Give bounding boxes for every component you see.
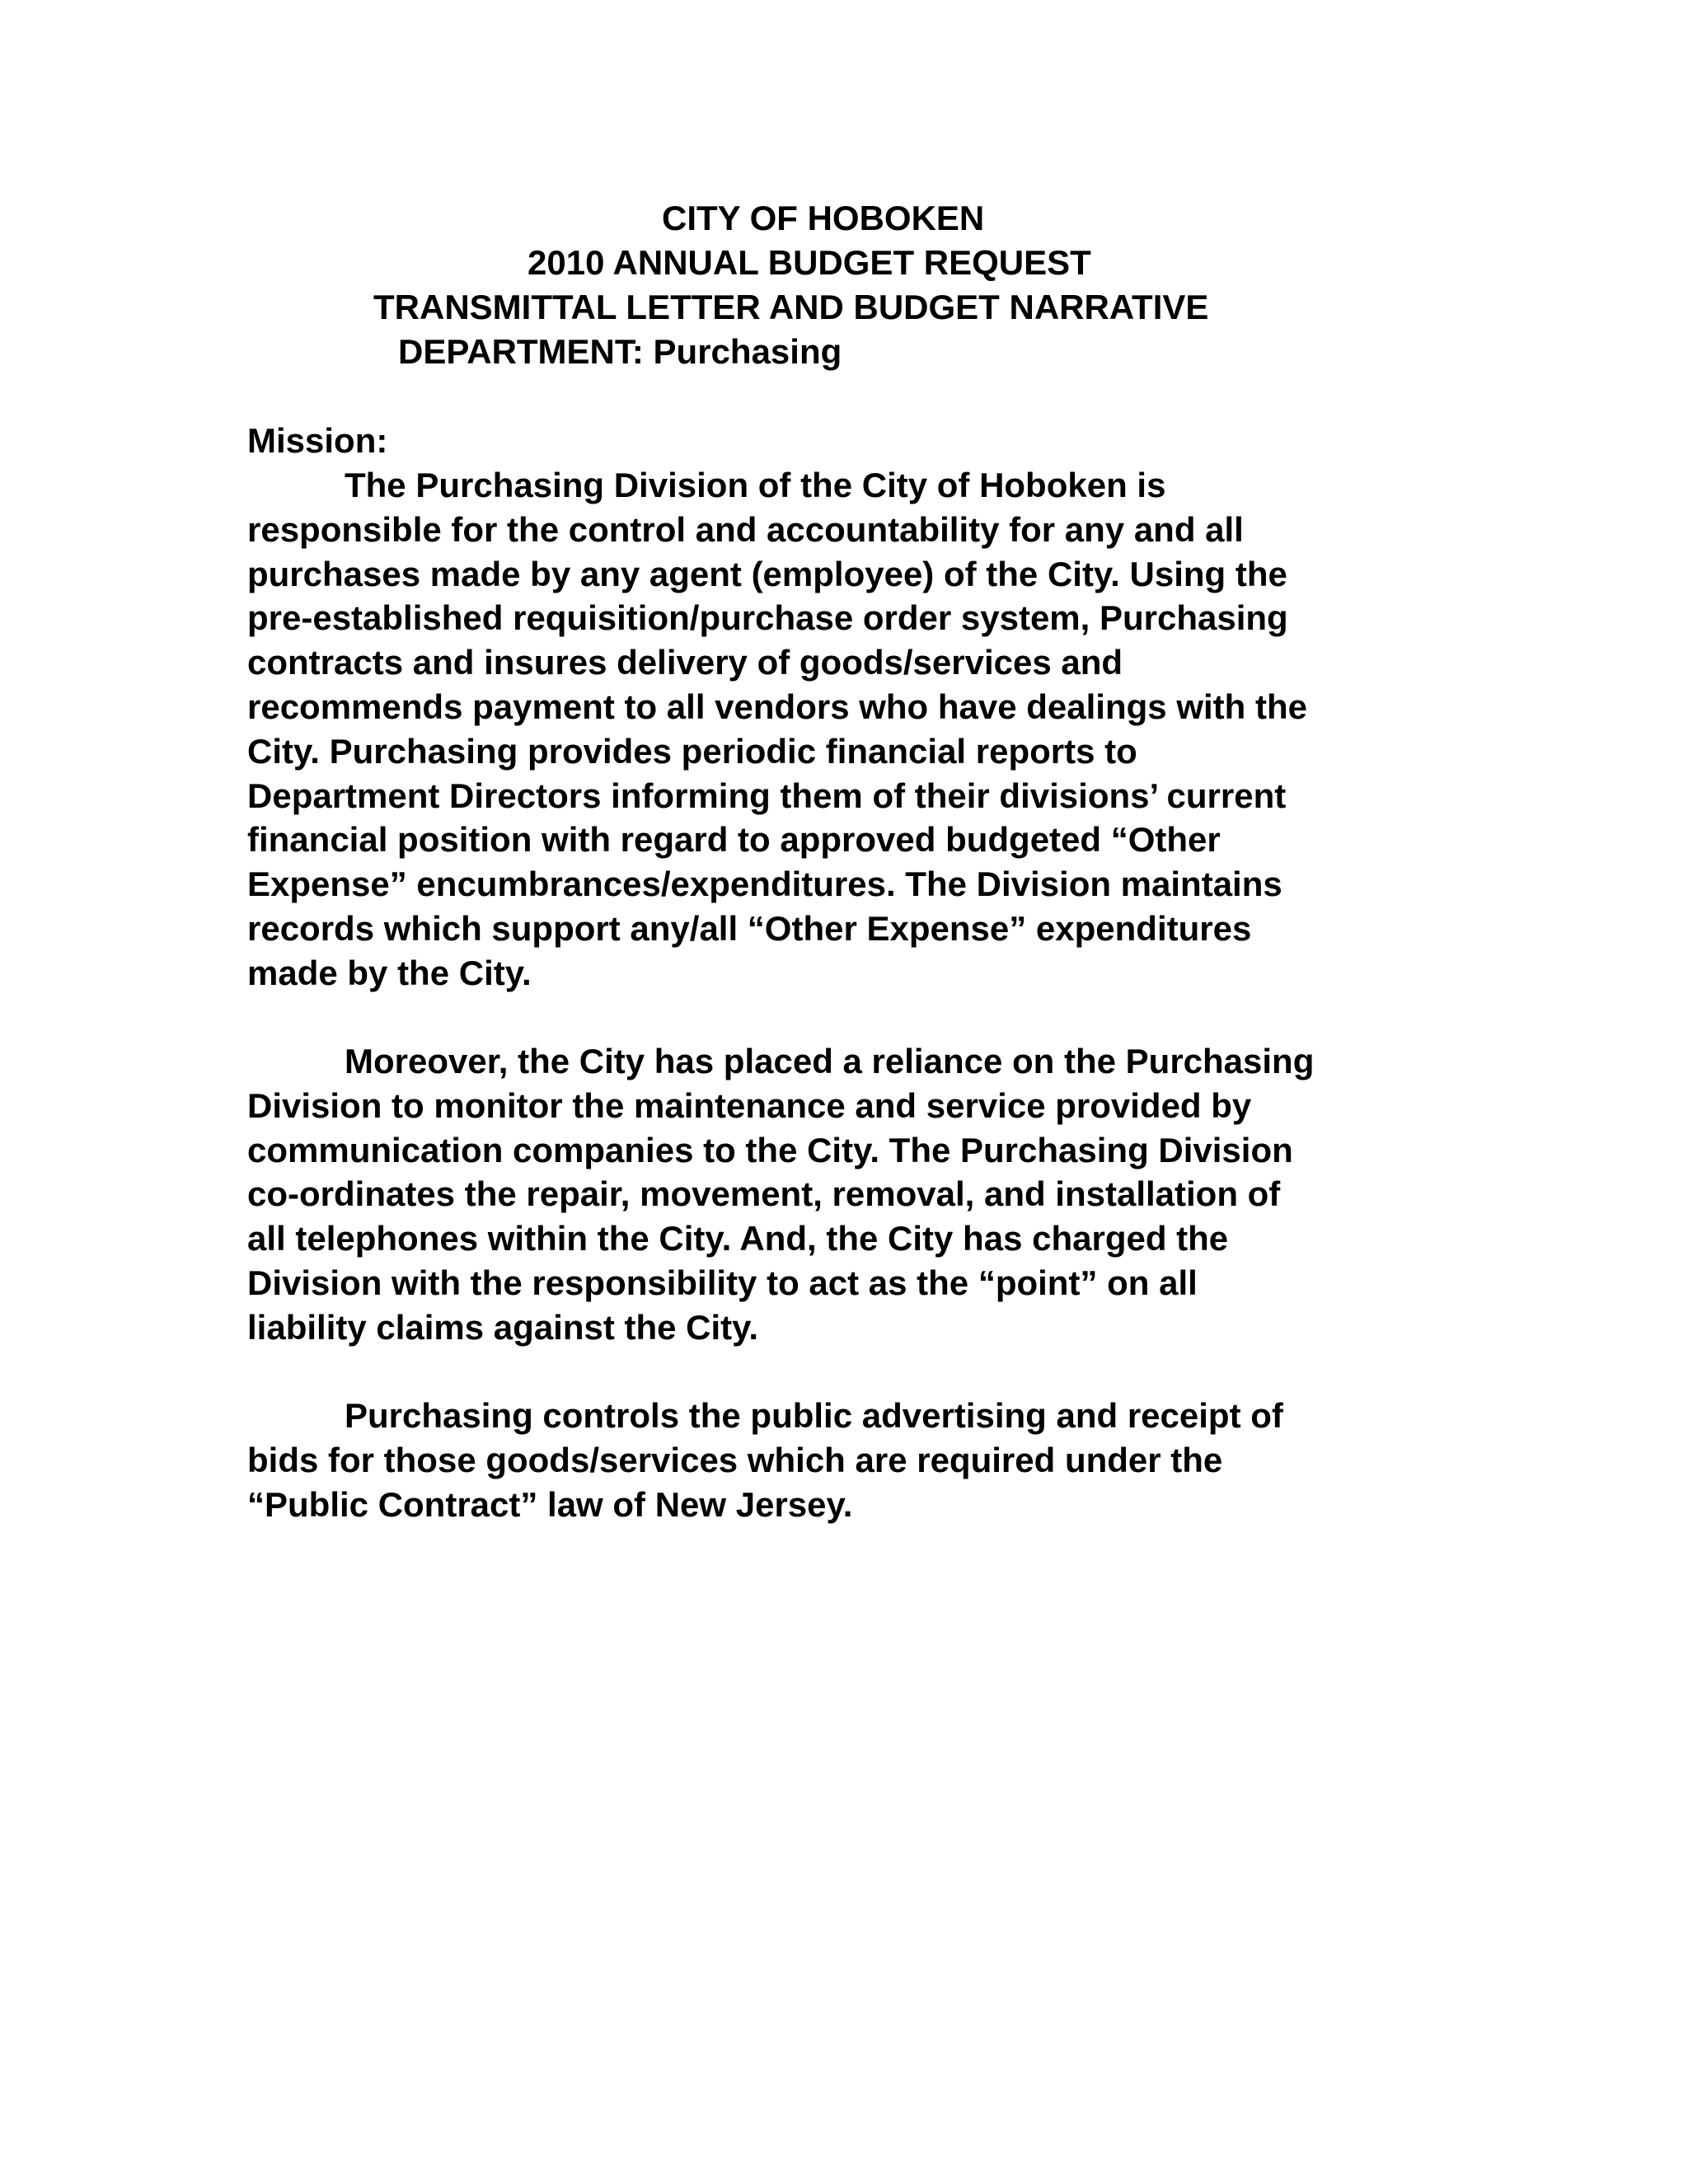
- paragraph-line: “Public Contract” law of New Jersey.: [247, 1484, 853, 1524]
- paragraph-line: contracts and insures delivery of goods/services and: [247, 643, 1123, 682]
- paragraph-line: made by the City.: [247, 953, 532, 992]
- paragraph-line: responsible for the control and accountability for any and all: [247, 509, 1244, 549]
- paragraph-line: purchases made by any agent (employee) of the City. Using the: [247, 554, 1287, 593]
- paragraph-line: Purchasing controls the public advertising and receipt of: [345, 1396, 1283, 1435]
- mission-paragraph-3: [247, 1394, 1442, 1526]
- document-heading: TRANSMITTAL LETTER AND BUDGET NARRATIVE: [373, 288, 1209, 326]
- paragraph-line: co-ordinates the repair, movement, removal, and installation of: [247, 1174, 1281, 1214]
- document-subtitle: 2010 ANNUAL BUDGET REQUEST: [528, 243, 1091, 282]
- paragraph-line: Expense” encumbrances/expenditures. The Division maintains: [247, 865, 1282, 904]
- paragraph-line: records which support any/all “Other Expense” expenditures: [247, 908, 1252, 948]
- paragraph-line: Division to monitor the maintenance and service provided by: [247, 1085, 1252, 1125]
- paragraph-line: financial position with regard to approved budgeted “Other: [247, 820, 1221, 860]
- paragraph-line: The Purchasing Division of the City of Hoboken is: [345, 466, 1166, 504]
- mission-paragraph-2: [247, 1039, 1442, 1350]
- paragraph-line: Department Directors informing them of their divisions’ current: [247, 776, 1287, 815]
- paragraph-line: Moreover, the City has placed a reliance on the Purchasing: [345, 1042, 1315, 1080]
- mission-label: Mission:: [247, 421, 388, 460]
- paragraph-line: liability claims against the City.: [247, 1307, 759, 1347]
- paragraph-line: communication companies to the City. The Purchasing Division: [247, 1130, 1293, 1169]
- paragraph-line: pre-established requisition/purchase order system, Purchasing: [247, 598, 1288, 638]
- paragraph-line: bids for those goods/services which are required under the: [247, 1440, 1223, 1479]
- document-title: CITY OF HOBOKEN: [662, 199, 985, 237]
- paragraph-line: all telephones within the City. And, the City has charged the: [247, 1219, 1229, 1258]
- mission-paragraph-1: [247, 463, 1442, 996]
- department-label: DEPARTMENT: Purchasing: [398, 332, 842, 371]
- paragraph-line: City. Purchasing provides periodic financial reports to: [247, 731, 1137, 771]
- paragraph-line: recommends payment to all vendors who have dealings with the: [247, 687, 1307, 726]
- paragraph-line: Division with the responsibility to act as the “point” on all: [247, 1263, 1198, 1302]
